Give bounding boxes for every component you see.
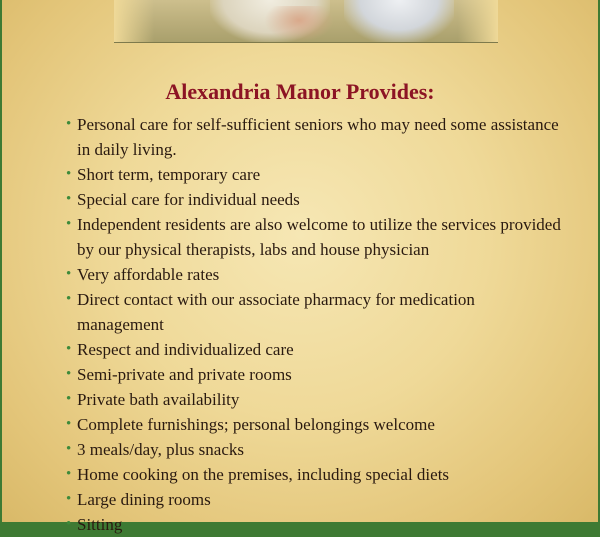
header-photo [114, 0, 498, 43]
bullet-icon: • [66, 291, 72, 307]
list-item-text: Private bath availability [77, 390, 240, 409]
bullet-icon: • [66, 491, 72, 507]
list-item-text: Independent residents are also welcome to utilize the services provided by our physical therapists, labs and house physician [77, 215, 561, 259]
list-item-text: Complete furnishings; personal belongings welcome [77, 415, 435, 434]
list-item [66, 487, 566, 512]
list-item [66, 212, 566, 262]
list-item [66, 337, 566, 362]
list-item [66, 362, 566, 387]
list-item [66, 462, 566, 487]
photo-fade [458, 0, 498, 42]
list-item-text: Semi-private and private rooms [77, 365, 292, 384]
content-panel [2, 0, 598, 534]
list-item [66, 112, 566, 162]
list-item-text: Short term, temporary care [77, 165, 261, 184]
bullet-icon: • [66, 466, 72, 482]
bullet-icon: • [66, 366, 72, 382]
list-item-text: Very affordable rates [77, 265, 220, 284]
list-item-text: 3 meals/day, plus snacks [77, 440, 244, 459]
bullet-icon: • [66, 516, 72, 532]
list-item [66, 262, 566, 287]
list-item [66, 162, 566, 187]
list-item-text: Direct contact with our associate pharmacy for medication management [77, 290, 475, 334]
list-item [66, 512, 566, 537]
list-item-text: Respect and individualized care [77, 340, 294, 359]
list-item [66, 387, 566, 412]
section-heading: Alexandria Manor Provides: [165, 79, 435, 104]
bullet-icon: • [66, 391, 72, 407]
list-item [66, 187, 566, 212]
list-item-text: Sitting [77, 515, 123, 534]
bullet-icon: • [66, 216, 72, 232]
bullet-icon: • [66, 191, 72, 207]
list-item [66, 437, 566, 462]
bullet-icon: • [66, 266, 72, 282]
list-item-text: Home cooking on the premises, including special diets [77, 465, 450, 484]
bullet-icon: • [66, 166, 72, 182]
photo-fade [114, 0, 154, 42]
list-item-text: Personal care for self-sufficient seniors who may need some assistance in daily living. [77, 115, 559, 159]
list-item [66, 412, 566, 437]
bullet-icon: • [66, 441, 72, 457]
list-item-text: Special care for individual needs [77, 190, 300, 209]
photo-figure [264, 6, 334, 42]
bullet-icon: • [66, 341, 72, 357]
services-list [66, 112, 566, 537]
bullet-icon: • [66, 116, 72, 132]
bullet-icon: • [66, 416, 72, 432]
photo-figure [344, 0, 454, 42]
list-item-text: Large dining rooms [77, 490, 211, 509]
list-item [66, 287, 566, 337]
